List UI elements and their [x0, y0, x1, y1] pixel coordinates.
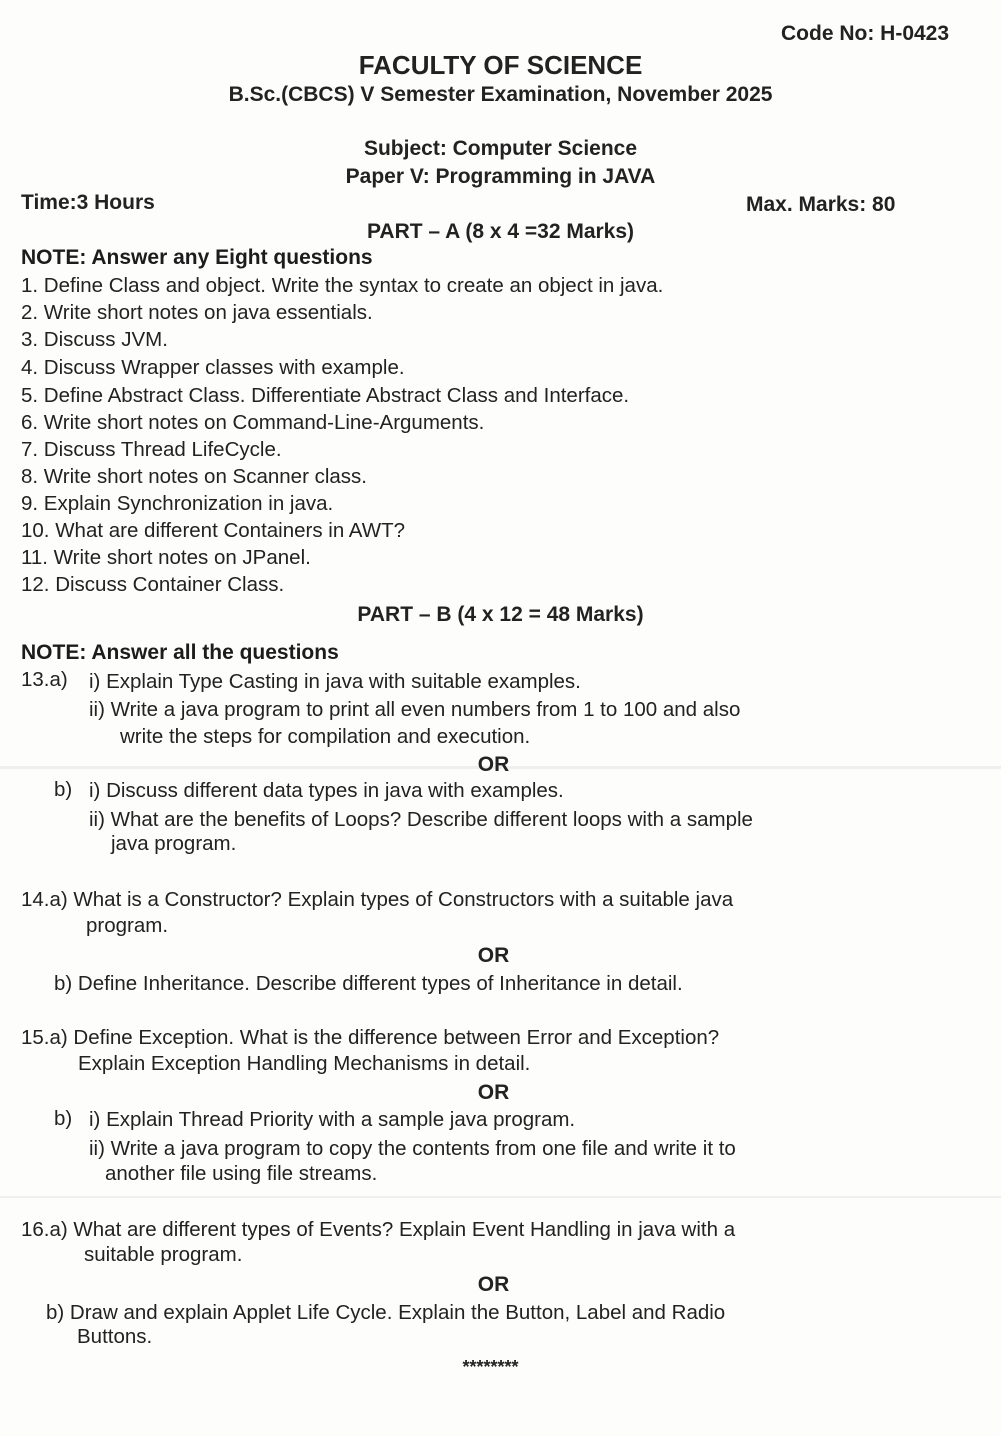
q15a-line1: 15.a) Define Exception. What is the difference between Error and Exception? [21, 1026, 720, 1049]
q13b-ii-line1: ii) What are the benefits of Loops? Describe different loops with a sample [89, 808, 753, 831]
or-separator: OR [477, 1081, 510, 1104]
q13a-ii-line2: write the steps for compilation and execution. [120, 725, 531, 748]
question-item: 4. Discuss Wrapper classes with example. [21, 356, 405, 379]
max-marks: Max. Marks: 80 [746, 193, 896, 216]
or-separator: OR [477, 1273, 510, 1296]
scan-smudge [0, 1196, 1001, 1198]
q14a-line1: 14.a) What is a Constructor? Explain types of Constructors with a suitable java [21, 888, 734, 911]
q15a-line2: Explain Exception Handling Mechanisms in detail. [78, 1052, 531, 1075]
question-item: 8. Write short notes on Scanner class. [21, 465, 368, 488]
exam-time: Time:3 Hours [21, 191, 155, 214]
q14a-line2: program. [86, 914, 169, 937]
end-marker: ******** [462, 1357, 519, 1377]
exam-title: B.Sc.(CBCS) V Semester Examination, November 2025 [228, 83, 773, 106]
or-separator: OR [477, 944, 510, 967]
q16a-line2: suitable program. [84, 1243, 243, 1266]
q16a-line1: 16.a) What are different types of Events? Explain Event Handling in java with a [21, 1218, 736, 1241]
q13b-label: b) [54, 778, 73, 801]
question-item: 1. Define Class and object. Write the syntax to create an object in java. [21, 274, 664, 297]
q13b-i: i) Discuss different data types in java with examples. [89, 779, 564, 802]
part-a-title: PART – A (8 x 4 =32 Marks) [366, 220, 635, 243]
question-item: 6. Write short notes on Command-Line-Arguments. [21, 411, 485, 434]
q13a-i: i) Explain Type Casting in java with suitable examples. [89, 670, 581, 693]
subject-line: Subject: Computer Science [363, 137, 638, 160]
code-number: Code No: H-0423 [781, 22, 950, 45]
q16b-line1: b) Draw and explain Applet Life Cycle. Explain the Button, Label and Radio [46, 1301, 726, 1324]
faculty-title: FACULTY OF SCIENCE [358, 50, 643, 80]
q15b-ii-line1: ii) Write a java program to copy the contents from one file and write it to [89, 1137, 736, 1160]
question-item: 5. Define Abstract Class. Differentiate Abstract Class and Interface. [21, 384, 630, 407]
part-b-title: PART – B (4 x 12 = 48 Marks) [357, 603, 644, 626]
question-item: 10. What are different Containers in AWT? [21, 519, 405, 542]
question-item: 9. Explain Synchronization in java. [21, 492, 334, 515]
q15b-ii-line2: another file using file streams. [105, 1162, 378, 1185]
q13b-ii-line2: java program. [111, 832, 237, 855]
question-item: 2. Write short notes on java essentials. [21, 301, 373, 324]
or-separator: OR [477, 753, 510, 776]
q13a-ii-line1: ii) Write a java program to print all even numbers from 1 to 100 and also [89, 698, 741, 721]
question-item: 3. Discuss JVM. [21, 328, 168, 351]
q16b-line2: Buttons. [77, 1325, 153, 1348]
q15b-i: i) Explain Thread Priority with a sample java program. [89, 1108, 576, 1131]
q15b-label: b) [54, 1107, 73, 1130]
question-item: 11. Write short notes on JPanel. [21, 546, 311, 569]
q14b: b) Define Inheritance. Describe different types of Inheritance in detail. [54, 972, 683, 995]
paper-line: Paper V: Programming in JAVA [345, 165, 656, 188]
question-item: 12. Discuss Container Class. [21, 573, 285, 596]
question-item: 7. Discuss Thread LifeCycle. [21, 438, 282, 461]
part-a-note: NOTE: Answer any Eight questions [21, 246, 373, 269]
q13a-label: 13.a) [21, 668, 68, 691]
part-b-note: NOTE: Answer all the questions [21, 641, 339, 664]
